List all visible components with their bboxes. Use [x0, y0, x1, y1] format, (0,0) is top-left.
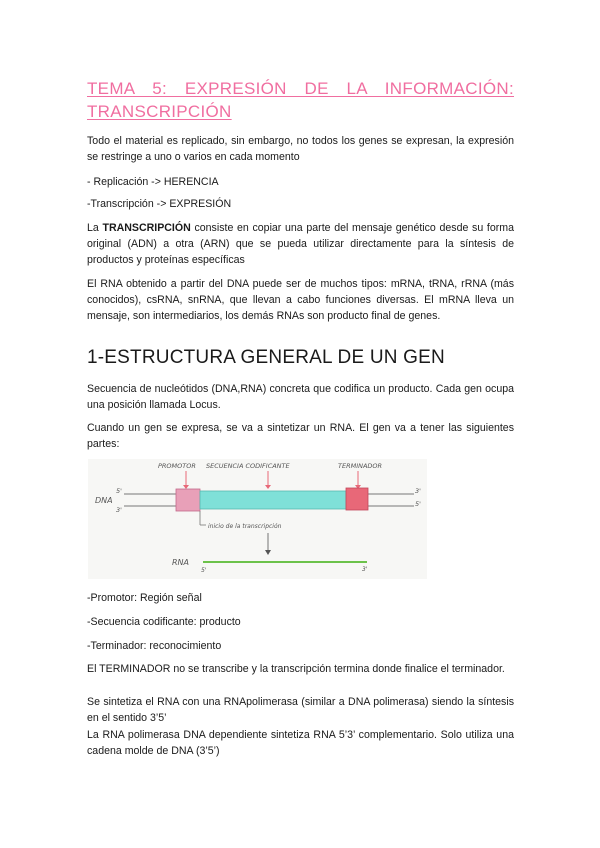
section-paragraph-2: Cuando un gen se expresa, se va a sintetizar un RNA. El gen va a tener las siguientes partes: [87, 422, 514, 450]
transcripcion-bold: TRANSCRIPCIÓN [102, 222, 191, 234]
label-terminador: TERMINADOR [338, 462, 383, 470]
gene-structure-diagram [88, 459, 427, 579]
rna-left-end: 5' [201, 567, 207, 574]
list-item-promotor: -Promotor: Región señal [87, 592, 202, 604]
terminador-region [346, 488, 368, 510]
section-paragraph-3: El TERMINADOR no se transcribe y la transcripción termina donde finalice el terminador. [87, 663, 505, 675]
arrow-secuencia-head [265, 485, 271, 489]
intro-paragraph-4-pre: La [87, 222, 103, 234]
dna-top-left-end: 5' [116, 487, 122, 495]
dna-bottom-left-end: 3' [116, 506, 122, 514]
section-paragraph-5: La RNA polimerasa DNA dependiente sintetiza RNA 5’3’ complementario. Solo utiliza una cadena molde de DNA (3’5’) [87, 729, 514, 757]
list-item-terminador: -Terminador: reconocimiento [87, 640, 222, 652]
section-paragraph-1: Secuencia de nucleótidos (DNA,RNA) concreta que codifica un producto. Cada gen ocupa una posición llamada Locus. [87, 383, 514, 411]
list-item-secuencia: -Secuencia codificante: producto [87, 616, 241, 628]
document-title-line1: TEMA 5: EXPRESIÓN DE LA INFORMACIÓN: [87, 79, 514, 98]
dna-top-right-end: 3' [415, 487, 421, 495]
intro-paragraph-5: El RNA obtenido a partir del DNA puede ser de muchos tipos: mRNA, tRNA, rRNA (más conocidos), csRNA, snRNA, que llevan a cabo funciones diversas. El mRNA lleva un mensaje, son intermediarios, los demás RNAs son producto final de genes. [87, 278, 514, 322]
promotor-region [176, 489, 200, 511]
dna-bottom-right-end: 5' [415, 500, 421, 508]
gene-diagram-svg [88, 459, 427, 579]
label-rna: RNA [172, 558, 190, 567]
intro-paragraph-4-post: consiste en copiar una parte del mensaje genético desde su forma original (ADN) a otra (ARN) que se pueda utilizar directamente para la síntesis de productos y proteínas específicas [87, 222, 515, 266]
intro-paragraph-1: Todo el material es replicado, sin embargo, no todos los genes se expresan, la expresión se restringe a uno o varios en cada momento [87, 135, 514, 163]
down-arrow-head [265, 550, 271, 555]
label-inicio-transcripcion: inicio de la transcripción [208, 523, 282, 530]
rna-right-end: 3' [362, 566, 368, 573]
label-promotor: PROMOTOR [158, 462, 196, 470]
intro-paragraph-2: - Replicación -> HERENCIA [87, 176, 219, 188]
arrow-promotor-head [183, 485, 189, 489]
intro-paragraph-4 [87, 220, 514, 268]
coding-sequence-region [200, 491, 346, 509]
intro-paragraph-3: -Transcripción -> EXPRESIÓN [87, 198, 232, 210]
label-secuencia-codificante: SECUENCIA CODIFICANTE [206, 462, 290, 470]
section-heading: 1-ESTRUCTURA GENERAL DE UN GEN [87, 347, 445, 368]
label-dna: DNA [95, 496, 113, 505]
section-paragraph-4: Se sintetiza el RNA con una RNApolimerasa (similar a DNA polimerasa) siendo la síntesis en el sentido 3’5’ [87, 696, 514, 724]
document-title-line2: TRANSCRIPCIÓN [87, 102, 232, 121]
